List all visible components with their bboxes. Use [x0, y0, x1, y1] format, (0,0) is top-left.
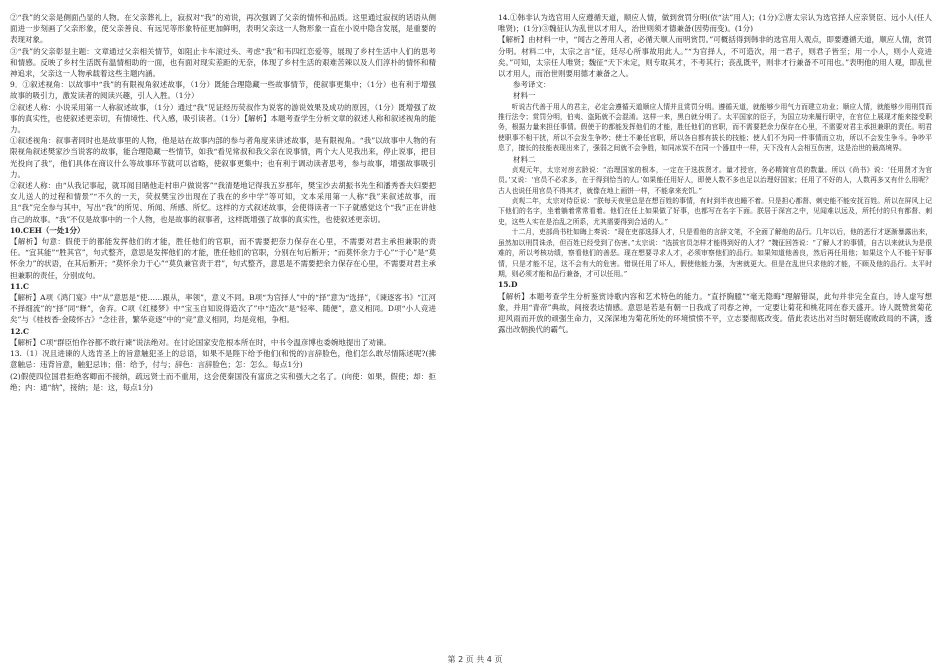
material-two-para-3: 十二月，吏部尚书杜如晦上奏说：“现在吏部选择人才，只是看他的言辞文笔，不全面了解他的品行。几年以后，他的恶行才逐渐暴露出来，虽然加以刑罚诛杀，但百姓已经受到了伤害。”太宗说：“选拔官员怎样才能得到好的人才？”魏征回答说：“了解人才的事情，自古以来就认为是很难的，所以考核功绩，察看他们的善恶。现在想要寻求人才，必须审察他们的品行。如果知道他善良，然后再任用他；如果这个人不能干好事情，只是才能不足，这不会有大的危害。错误任用了坏人，假使他能力强，为害就更大。但是在乱世只求他的才能，不顾及他的品行。太平时期，则必须才能和品行兼备，才可以任用。” — [498, 228, 932, 278]
q13-translation-1: 13.（1）况且进谏的人选肯圣上的旨意触犯圣上的总语，如果不是陛下给予他们(和悦的)言辞脸色，他们怎么敢尽情陈述呢?(拂意触忌：违背旨意，触犯忌讳；借：给予，付与；辞色：言辞脸色；怎：怎么。每点1分) — [10, 349, 436, 370]
q14-analysis: 【解析】由材料一中，“闻古之善用人者，必循天顺人而明赏罚。”可概括得到韩非的选官用人观点，即要遵循天道，顺应人情，赏罚分明。材料二中，太宗之言“征，廷尽心所事故用此人。”“为官择人，不可造次，用一君子，则君子皆至；用一小人，则小人竞进矣。”可知，太宗任人唯贤；魏征“天下未定，则专取其才，不考其行；丧乱既平，则非才行兼备不可用也。”表明他的用人观，即乱世以才用人，而治世则要用德才兼备之人。 — [498, 35, 932, 79]
para-q8-point2: ②“我”的父亲是侧面凸显的人物。在父亲葬礼上，寂叔对“我”的劝说，再次强调了父亲的情怀和品质。这里通过寂叔的话语从侧面进一步刻画了父亲形象，使父亲善良、有远见等形象特征更加鲜明，表明父亲这一人物形象一直在小说中隐含发展，是重要的表现对象。 — [10, 13, 436, 45]
para-q8-point3: ③“我”的父亲彰显主题：文章通过父亲相关情节，如阻止卡车滚过头、考虑“我”和韦四红恋爱等，展现了乡村生活中人们的思考和情感。反映了乡村生活既有温情相助的一面，也有面对现实差距的无奈，体现了乡村生活的艰难苦辣以及人们淳朴的情怀和精神追求，父亲这一人物承载着这些主题内涵。 — [10, 46, 436, 79]
q12-analysis: 【解析】C项“群臣怕作谷都不敢行谏”说法绝对。在讨论国家安危根本所在时，中书令温彦博也委婉地提出了劝谏。 — [10, 337, 391, 347]
para-q9-analysis-person: ②叙述人称：由“从我记事起，就耳闻目睹他走村串户做说客”“我清楚地记得我五岁那年，樊宝沙去胡振书先生和潘秀香夫妇要把女儿送人的过程和情景”“不久的一天，荧叔樊宝沙出现在了我在的乡中学”等可知，文本采用第一人称“我”来叙述故事，而且“我”完全参与其中，写出“我”的所见、所闻、所感、所忆。这样的方式叙述故事，会使得读者一下子就感觉这个“我”正在讲他自己的故事。“我”不仅是故事中的一个人物，也是故事的叙事者，这样既增强了故事的真实性，也使叙述更亲切。 — [10, 181, 436, 224]
material-one-translation: 听说古代善于用人的君主，必定会遵循天道顺应人情并且赏罚分明。遵循天道，就能够少用气力而建立功业；顺应人情，就能够少用刑罚而推行法令；赏罚分明，伯夷、盗跖就不会混淆。这样一来，黑白就分明了。太平国家的臣子，为国立功来履行职守，在官位上展现才能来接受职务，根据力量来担任事情。假使于的都能发挥他们的才能，胜任他们的官职，而不需要把余力保存在心里，不需要对君主承担兼职的责任。明君使职事不相干扰，所以不会发生争吵；使士不兼任官职，所以各自都有拔长的技能；使人们不为同一件事情而立功，所以不会发生争斗。争吵平息了，擅长的技能表现出来了，强弱之间就不会争胜，如同冰炭不在同一个器皿中一样，天下没有人会相互伤害，这是治世的最高境界。 — [498, 102, 932, 153]
q15-answer: 15.D — [498, 280, 518, 290]
q12-answer: 12.C — [10, 326, 30, 336]
q15-analysis: 【解析】本题考查学生分析鉴赏诗歌内容和艺术特色的能力。“直抒胸臆”“毫无隐晦”理解错误，此句并非完全直白，诗人虚写想象，并用“青帝”典故，间接表达情感。意思是若是有朝一日我成了司春之神，一定要让菊花和桃花同在春天盛开。诗人既赞赏菊花迎风雨而开放的顽强生命力，又深深地为菊花所处的环境愤愤不平，立志要彻底改变。借此表达出对当时朝廷腐败政局的不满，透露出改朝换代的霸气。 — [498, 291, 932, 335]
material-one-heading: 材料一 — [513, 91, 536, 101]
q10-answer: 10.CEH（一处1分） — [10, 225, 85, 235]
para-q9-person: ②叙述人称：小说采用第一人称叙述故事，（1分）通过“我”见证经历荧叔作为说客的游说效果及成功的原因，（1分）既增强了故事的真实性，也使叙述更亲切，有情境性、代入感，吸引读者。（1分）【解析】本题考查学生分析文章的叙述人称和叙述视角的能力。 — [10, 102, 436, 135]
para-q9-angle: 9．①叙述视角：以故事中“我”的有限视角叙述故事，（1分）既能合理隐藏一些故事情节，使叙事更集中；（1分）也有利于增强故事的吸引力，激发读者的阅读兴趣，引人入胜。（1分） — [10, 80, 436, 101]
material-two-heading: 材料二 — [513, 154, 536, 164]
right-column — [498, 12, 932, 335]
q14-answer: 14.①韩非认为选官用人应遵循天道，顺应人情，做到赏罚分明(依“法”用人)；(1分)②唐太宗认为选官择人应亲贤臣、远小人(任人唯贤)；(1分)③魏征认为乱世以才用人，治世则须才德兼备(因势而变)。(1分) — [498, 13, 932, 34]
material-two-para-2: 贞观二年，太宗对侍臣说：“朕每天夜里总是在想百姓的事情，有时到半夜也睡不着。只是担心都督、刺史能不能安抚百姓。所以在屏风上记下他们的名字，坐着躺着常常看着。他们在任上如果做了好事，也都写在名字下面。朕居于深宫之中，见闻难以远及，所托付的只有都督、刺史，这些人实在是治乱之所系，尤其需要得到合适的人。” — [498, 197, 932, 226]
q11-analysis: 【解析】A项《鸿门宴》中“从”意思是“使……跟从，率领”，意义不同。B项“为官择人”中的“择”意为“选择”，《谏逐客书》“江河不择细流”的“择”同“释”，舍弃。C项《红楼梦》中“宝玉自知说得造次了”中“造次”是“轻率、随便”，意义相同。D项“小人竞进矣”与《桂枝香·金陵怀古》“念往昔，繁华竞逐”中的“竞”意义相同，均是竞相，争相。 — [10, 293, 436, 325]
translation-heading: 参考译文： — [513, 80, 551, 90]
material-two-para-1: 贞观元年，太宗对房玄龄说：“治理国家的根本，一定在于选拔贤才。量才授官，务必精简官员的数量。所以《尚书》说：‘任用贤才为官员。’又说：‘官员不必求多，在于得到恰当的人。’如果能任用好人，即使人数不多也足以治理好国家；任用了不好的人，人数再多又有什么用呢？古人也说任用官员不得其才，就像在地上画饼一样，不能拿来充饥。” — [498, 165, 932, 195]
q13-translation-2: (2)假使四位国君拒绝客卿而不接纳，疏远贤士而不重用，这会使秦国没有富庶之实和强大之名了。(向使：如果，假使；却：拒绝；内：通“纳”，接纳；是：这，每点1分) — [10, 371, 436, 392]
q10-analysis: 【解析】句意：假使于的都能发挥他们的才能，胜任他们的官职，而不需要把奈力保存在心里，不需要对君主承担兼职的责任。“宜其能”“胜其官”，句式整齐，意思是发挥他们的才能，胜任他们的官职，分别在句后断开；“而莫怀余力于心”“于心”是“莫怀余力”的状语，在其后断开；“莫怀余力于心”“莫负兼官责于君”，句式整齐，意思是不需要把余力保存在心里，不需要对君主承担兼职的责任，分别成句。 — [10, 237, 436, 280]
para-q9-analysis-angle: ①叙述视角：叙事者同时也是故事里的人物，他是站在故事内部的参与者角度来讲述故事，是有限视角。“我”以故事中人物的有限视角叙述樊家沙当说客的故事，能合理隐藏一些情节，如我“看见常叔和我父亲在说事情，两个大人见我出来，停止说事，把目光投向了我”，他们具体在商议什么等故事环节就可以省略，使叙事更集中；也有利于调动读者思考，参与故事，增强故事吸引力。 — [10, 136, 436, 179]
left-column — [10, 12, 436, 393]
page-number-footer: 第 2 页 共 4 页 — [447, 655, 503, 664]
q11-answer: 11.C — [10, 281, 30, 291]
